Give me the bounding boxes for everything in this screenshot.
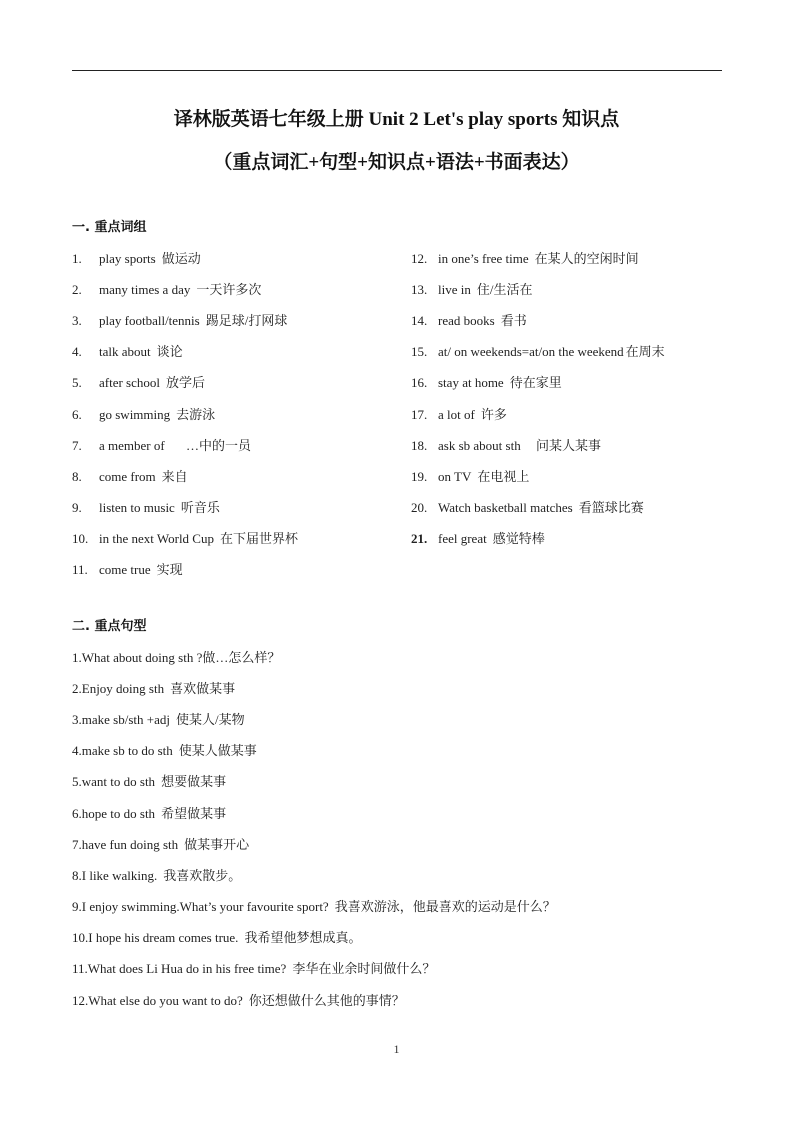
sentence-item: 4.make sb to do sth 使某人做某事 [72,743,257,758]
phrase-item: 5. after school 放学后 [72,375,206,390]
sentence-item: 7.have fun doing sth 做某事开心 [72,837,250,852]
phrase-item: 21. feel great 感觉特棒 [411,531,545,546]
phrase-item: 12. in one’s free time 在某人的空闲时间 [411,251,639,266]
sentence-item: 3.make sb/sth +adj 使某人/某物 [72,712,245,727]
page-number: 1 [393,1042,400,1056]
phrase-item: 11. come true 实现 [72,562,183,577]
sentence-item: 8.I like walking. 我喜欢散步。 [72,868,242,883]
phrase-item: 18. ask sb about sth 问某人某事 [411,438,601,453]
phrase-item: 14. read books 看书 [411,313,527,328]
sentence-item: 1.What about doing sth ?做…怎么样？ [72,650,281,665]
phrase-item: 10. in the next World Cup 在下届世界杯 [72,531,298,546]
sentence-item: 11.What does Li Hua do in his free time? 李华在业余时间做什么？ [72,961,436,976]
sentence-item: 5.want to do sth 想要做某事 [72,774,227,789]
phrase-item: 7. a member of …中的一员 [72,438,251,453]
header-rule [72,70,722,71]
phrase-item: 2. many times a day 一天许多次 [72,282,262,297]
phrase-item: 17. a lot of 许多 [411,407,507,422]
section-heading-key-phrases: 一. 重点词组 [72,220,147,235]
phrase-item: 15. at/ on weekends=at/on the weekend 在周末 [411,344,665,359]
phrase-item: 20. Watch basketball matches 看篮球比赛 [411,500,644,515]
sentence-item: 9.I enjoy swimming.What’s your favourite sport? 我喜欢游泳，他最喜欢的运动是什么？ [72,899,556,914]
phrase-item: 8. come from 来自 [72,469,188,484]
phrase-item: 19. on TV 在电视上 [411,469,530,484]
sentence-item: 10.I hope his dream comes true. 我希望他梦想成真。 [72,930,362,945]
phrase-item: 4. talk about 谈论 [72,344,183,359]
sentence-item: 2.Enjoy doing sth 喜欢做某事 [72,681,236,696]
phrase-item: 3. play football/tennis 踢足球/打网球 [72,313,288,328]
section-heading-key-sentences: 二. 重点句型 [72,619,147,634]
document-title: 译林版英语七年级上册 Unit 2 Let's play sports 知识点 [173,109,620,130]
phrase-item: 9. listen to music 听音乐 [72,500,220,515]
sentence-item: 12.What else do you want to do? 你还想做什么其他的事情？ [72,993,405,1008]
phrase-item: 16. stay at home 待在家里 [411,375,562,390]
phrase-item: 1. play sports 做运动 [72,251,201,266]
document-subtitle: （重点词汇+句型+知识点+语法+书面表达） [213,152,580,173]
phrase-item: 6. go swimming 去游泳 [72,407,216,422]
phrase-item: 13. live in 住/生活在 [411,282,533,297]
sentence-item: 6.hope to do sth 希望做某事 [72,806,227,821]
